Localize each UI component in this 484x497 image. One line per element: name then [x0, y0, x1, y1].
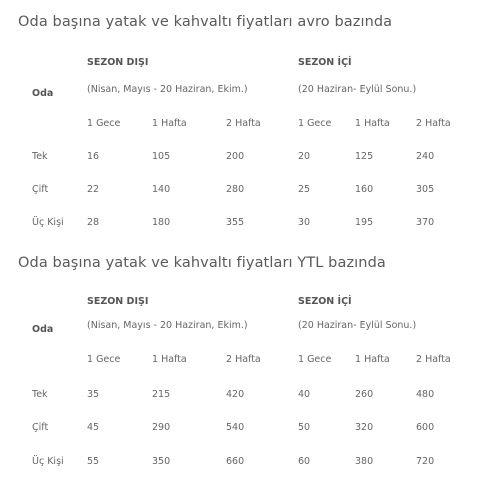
price-cell: 720 — [416, 456, 435, 467]
room-header: Oda — [32, 324, 54, 335]
duration-header: 2 Hafta — [416, 354, 451, 365]
room-name: Üç Kişi — [32, 217, 64, 228]
price-cell: 25 — [298, 184, 311, 195]
price-cell: 290 — [152, 422, 171, 433]
duration-header: 1 Hafta — [355, 354, 390, 365]
price-cell: 16 — [87, 151, 100, 162]
season-off-label: SEZON DIŞI — [87, 57, 149, 68]
room-name: Üç Kişi — [32, 456, 64, 467]
price-cell: 540 — [226, 422, 245, 433]
duration-header: 1 Gece — [298, 354, 332, 365]
price-cell: 22 — [87, 184, 100, 195]
price-cell: 370 — [416, 217, 435, 228]
duration-header: 1 Gece — [87, 354, 121, 365]
price-cell: 280 — [226, 184, 245, 195]
price-cell: 55 — [87, 456, 100, 467]
season-on-period: (20 Haziran- Eylül Sonu.) — [298, 320, 417, 331]
duration-header: 2 Hafta — [226, 118, 261, 129]
room-name: Tek — [32, 389, 48, 400]
price-cell: 50 — [298, 422, 311, 433]
price-cell: 35 — [87, 389, 100, 400]
duration-header: 1 Hafta — [355, 118, 390, 129]
duration-header: 1 Gece — [87, 118, 121, 129]
season-off-period: (Nisan, Mayıs - 20 Haziran, Ekim.) — [87, 84, 248, 95]
room-header: Oda — [32, 88, 54, 99]
season-off-label: SEZON DIŞI — [87, 296, 149, 307]
season-on-label: SEZON İÇİ — [298, 57, 352, 68]
section-title: Oda başına yatak ve kahvaltı fiyatları avro bazında — [18, 14, 393, 30]
price-cell: 30 — [298, 217, 311, 228]
section-title: Oda başına yatak ve kahvaltı fiyatları YTL bazında — [18, 255, 386, 271]
price-cell: 305 — [416, 184, 435, 195]
price-cell: 380 — [355, 456, 374, 467]
season-off-period: (Nisan, Mayıs - 20 Haziran, Ekim.) — [87, 320, 248, 331]
price-cell: 420 — [226, 389, 245, 400]
price-cell: 40 — [298, 389, 311, 400]
price-cell: 260 — [355, 389, 374, 400]
price-cell: 200 — [226, 151, 245, 162]
price-cell: 355 — [226, 217, 245, 228]
duration-header: 2 Hafta — [226, 354, 261, 365]
price-cell: 350 — [152, 456, 171, 467]
price-cell: 60 — [298, 456, 311, 467]
price-cell: 105 — [152, 151, 171, 162]
duration-header: 1 Hafta — [152, 118, 187, 129]
price-cell: 28 — [87, 217, 100, 228]
room-name: Tek — [32, 151, 48, 162]
duration-header: 2 Hafta — [416, 118, 451, 129]
room-name: Çift — [32, 422, 49, 433]
price-cell: 195 — [355, 217, 374, 228]
season-on-period: (20 Haziran- Eylül Sonu.) — [298, 84, 417, 95]
room-name: Çift — [32, 184, 49, 195]
price-cell: 600 — [416, 422, 435, 433]
price-cell: 45 — [87, 422, 100, 433]
season-on-label: SEZON İÇİ — [298, 296, 352, 307]
price-cell: 140 — [152, 184, 171, 195]
price-cell: 660 — [226, 456, 245, 467]
price-cell: 180 — [152, 217, 171, 228]
price-cell: 215 — [152, 389, 171, 400]
price-cell: 240 — [416, 151, 435, 162]
price-cell: 480 — [416, 389, 435, 400]
duration-header: 1 Hafta — [152, 354, 187, 365]
duration-header: 1 Gece — [298, 118, 332, 129]
price-cell: 320 — [355, 422, 374, 433]
price-cell: 20 — [298, 151, 311, 162]
price-cell: 125 — [355, 151, 374, 162]
price-cell: 160 — [355, 184, 374, 195]
